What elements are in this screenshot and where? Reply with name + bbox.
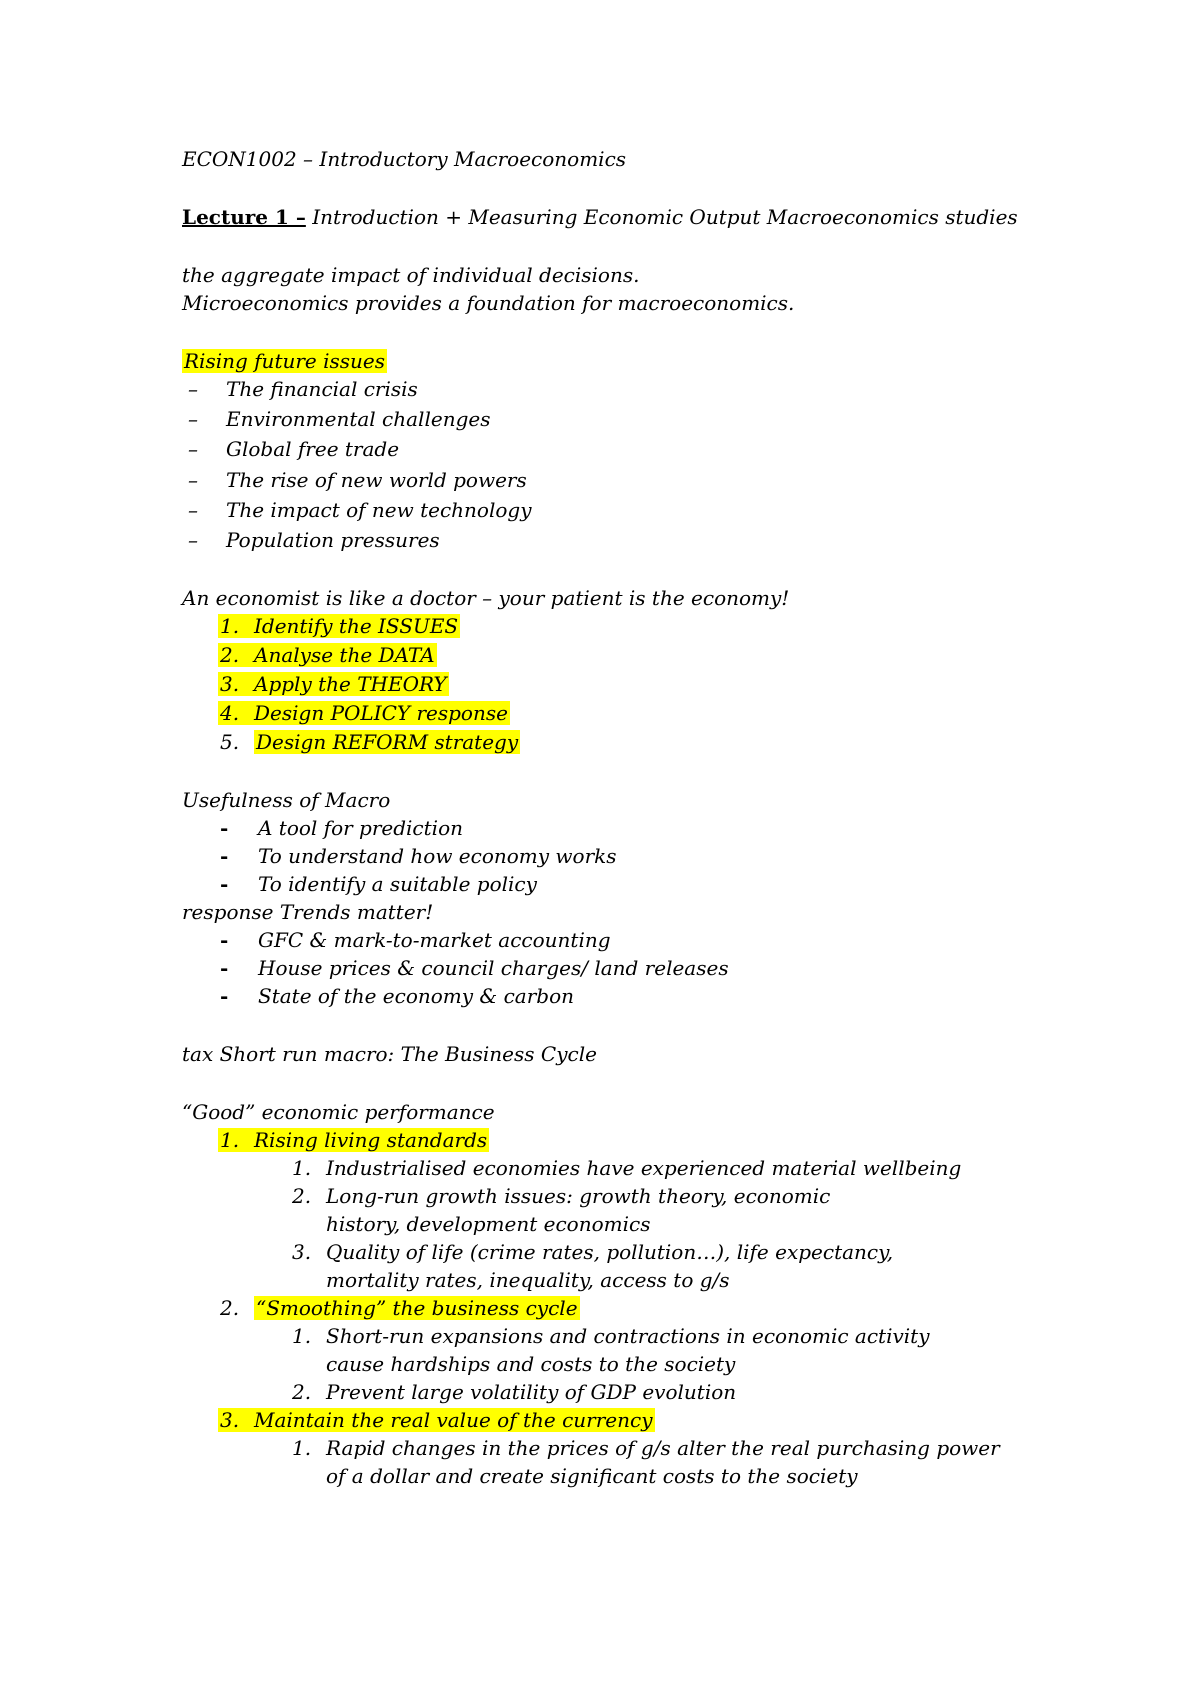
sub-text-continued: of a dollar and create significant costs to the society [326,1464,858,1488]
step-item [218,642,437,668]
usefulness-item [220,815,463,841]
sub-number: 2. [292,1380,312,1404]
step-item [218,613,460,639]
step-number: 2. [220,643,240,667]
sub-text: Prevent large volatility of GDP evolution [326,1380,737,1404]
hyphen-marker: - [220,872,229,896]
goal-item [218,1127,489,1153]
step-item [218,671,449,697]
issues-heading-text: Rising future issues [184,349,386,373]
step-text: Apply the THEORY [254,672,447,696]
hyphen-marker: - [220,984,229,1008]
goal-highlight [218,1408,655,1432]
issues-heading [182,348,387,374]
lecture-heading-rest: Introduction + Measuring Economic Output Macroeconomics studies [312,205,1018,229]
issue-text: The rise of new world powers [226,468,527,492]
dash-marker: – [188,437,198,461]
step-text: Design REFORM strategy [256,730,519,754]
usefulness-item [220,871,537,897]
dash-marker: – [188,528,198,552]
step-highlight [218,614,460,638]
goal-number: 2. [220,1296,240,1320]
doctor-line: An economist is like a doctor – your patient is the economy! [182,586,790,610]
performance-heading: “Good” economic performance [182,1100,495,1124]
goal-text: Maintain the real value of the currency [254,1408,653,1432]
trends-text: House prices & council charges/ land releases [258,956,729,980]
hyphen-marker: - [220,956,229,980]
lecture-heading [182,204,1018,230]
issue-text: Global free trade [226,437,400,461]
trends-text: GFC & mark-to-market accounting [258,928,611,952]
goal-item [218,1407,655,1433]
short-run-line: tax Short run macro: The Business Cycle [182,1042,597,1066]
document-title: ECON1002 – Introductory Macroeconomics [182,147,627,171]
issue-item [188,527,440,553]
issue-text: Environmental challenges [226,407,491,431]
sub-text: Quality of life (crime rates, pollution…), life expectancy, [326,1240,894,1264]
sub-text: Short-run expansions and contractions in economic activity [326,1324,930,1348]
sub-text: Industrialised economies have experienced material wellbeing [326,1156,962,1180]
step-number: 4. [220,701,240,725]
goal-text: “Smoothing” the business cycle [256,1296,578,1320]
trends-text: State of the economy & carbon [258,984,574,1008]
step-item [218,700,510,726]
dash-marker: – [188,407,198,431]
sub-item [292,1435,1000,1461]
step-number: 3. [220,672,240,696]
usefulness-text: To identify a suitable policy [258,872,537,896]
sub-number: 1. [292,1156,312,1180]
hyphen-marker: - [220,844,229,868]
sub-text-continued: mortality rates, inequality, access to g/s [326,1268,730,1292]
trends-item [220,983,574,1009]
issue-item [188,436,399,462]
sub-number: 3. [292,1240,312,1264]
sub-item [292,1379,736,1405]
usefulness-text: A tool for prediction [258,816,463,840]
step-text: Design POLICY response [254,701,508,725]
goal-item [218,1295,580,1321]
trends-item [220,955,729,981]
issue-item [188,406,490,432]
sub-text-continued: cause hardships and costs to the society [326,1352,736,1376]
goal-number: 1. [220,1128,240,1152]
sub-item [292,1323,930,1349]
trends-line: response Trends matter! [182,900,434,924]
sub-item [292,1183,830,1209]
hyphen-marker: - [220,928,229,952]
sub-item [292,1155,961,1181]
step-number: 1. [220,614,240,638]
usefulness-item [220,843,617,869]
step-highlight [218,643,437,667]
step-highlight [218,672,449,696]
issue-text: The financial crisis [226,377,418,401]
issue-item [188,376,418,402]
sub-item [292,1239,893,1265]
dash-marker: – [188,377,198,401]
step-text: Identify the ISSUES [254,614,459,638]
lecture-label: Lecture 1 – [182,205,306,229]
issue-text: Population pressures [226,528,440,552]
trends-item [220,927,611,953]
goal-highlight [218,1128,489,1152]
issue-text: The impact of new technology [226,498,532,522]
issue-item [188,467,527,493]
goal-number: 3. [220,1408,240,1432]
dash-marker: – [188,498,198,522]
usefulness-text: To understand how economy works [258,844,617,868]
hyphen-marker: - [220,816,229,840]
sub-text: Rapid changes in the prices of g/s alter the real purchasing power [326,1436,1000,1460]
intro-line-2: Microeconomics provides a foundation for macroeconomics. [182,291,795,315]
dash-marker: – [188,468,198,492]
sub-number: 1. [292,1436,312,1460]
step-number: 5. [220,730,240,754]
sub-number: 1. [292,1324,312,1348]
step-item [218,729,520,755]
step-text: Analyse the DATA [254,643,435,667]
sub-text: Long-run growth issues: growth theory, economic [326,1184,831,1208]
step-highlight [218,701,510,725]
goal-text: Rising living standards [254,1128,488,1152]
usefulness-heading: Usefulness of Macro [182,788,391,812]
sub-text-continued: history, development economics [326,1212,651,1236]
issue-item [188,497,532,523]
sub-number: 2. [292,1184,312,1208]
intro-line-1: the aggregate impact of individual decisions. [182,263,640,287]
